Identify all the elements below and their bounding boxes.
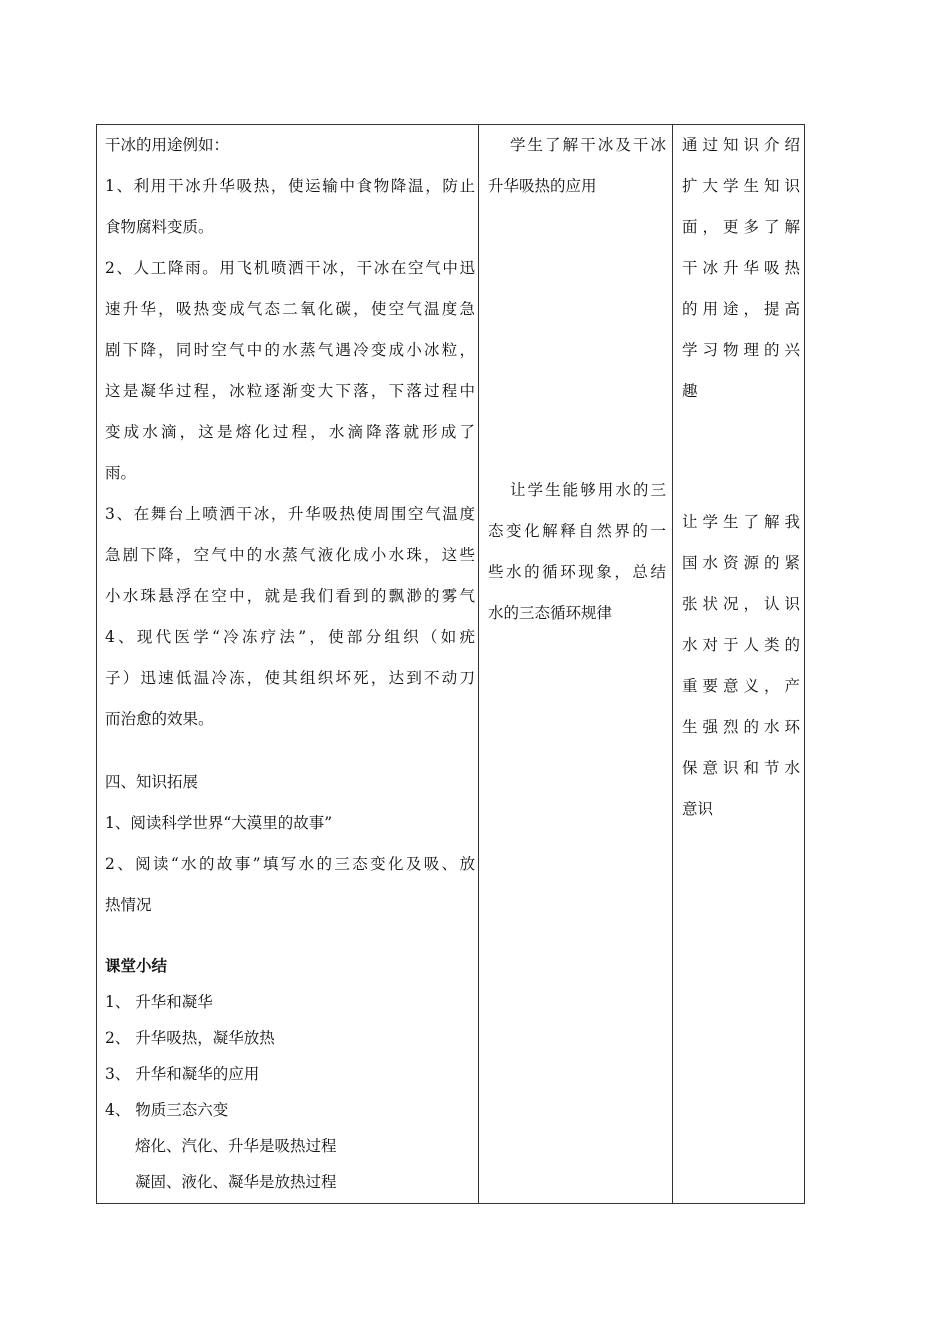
summary-subitem: 凝固、液化、凝华是放热过程 bbox=[135, 1173, 337, 1191]
summary-item: 1、 升华和凝华 bbox=[105, 993, 213, 1011]
text-line: 通过知识介绍 bbox=[682, 136, 800, 154]
section-heading: 四、知识拓展 bbox=[105, 773, 199, 791]
summary-item: 2、 升华吸热，凝华放热 bbox=[105, 1029, 275, 1047]
text-line: 速升华，吸热变成气态二氧化碳，使空气温度急 bbox=[105, 300, 475, 318]
text-line: 意识 bbox=[682, 800, 714, 818]
text-line: 面，更多了解 bbox=[682, 218, 800, 236]
text-line: 学习物理的兴 bbox=[682, 341, 800, 359]
text-line: 食物腐料变质。 bbox=[105, 218, 214, 236]
summary-item: 3、 升华和凝华的应用 bbox=[105, 1065, 260, 1083]
text-line: 水的三态循环规律 bbox=[488, 604, 613, 622]
intent-block-2 bbox=[682, 502, 800, 830]
text-line: 3、在舞台上喷洒干冰，升华吸热使周围空气温度 bbox=[105, 505, 475, 523]
text-line: 小水珠悬浮在空中，就是我们看到的飘渺的雾气 bbox=[105, 587, 475, 605]
text-line: 子）迅速低温冷冻，使其组织坏死，达到不动刀 bbox=[105, 669, 475, 687]
text-line: 干冰升华吸热 bbox=[682, 259, 800, 277]
activity-block-2 bbox=[488, 470, 666, 634]
text-line: 些水的循环现象，总结 bbox=[488, 563, 666, 581]
text-line: 急剧下降，空气中的水蒸气液化成小水珠，这些 bbox=[105, 546, 475, 564]
text-line: 1、利用干冰升华吸热，使运输中食物降温，防止 bbox=[105, 177, 475, 195]
text-line: 态变化解释自然界的一 bbox=[488, 522, 666, 540]
text-line: 重要意义，产 bbox=[682, 677, 800, 695]
text-line: 保意识和节水 bbox=[682, 759, 800, 777]
text-line: 雨。 bbox=[105, 464, 137, 482]
summary-subitem: 熔化、汽化、升华是吸热过程 bbox=[135, 1137, 337, 1155]
text-line: 热情况 bbox=[105, 896, 152, 914]
column-divider bbox=[672, 125, 673, 1203]
text-line: 这是凝华过程，冰粒逐渐变大下落，下落过程中 bbox=[105, 382, 475, 400]
column-divider bbox=[478, 125, 479, 1203]
content-column bbox=[105, 125, 475, 1200]
text-line: 让学生了解我 bbox=[682, 513, 800, 531]
text-line: 1、阅读科学世界“大漠里的故事” bbox=[105, 814, 333, 832]
text-line: 干冰的用途例如： bbox=[105, 136, 230, 154]
text-line: 学生了解干冰及干冰 bbox=[510, 136, 666, 154]
summary-item: 4、 物质三态六变 bbox=[105, 1101, 229, 1119]
text-line: 趣 bbox=[682, 382, 698, 400]
text-line: 让学生能够用水的三 bbox=[510, 481, 666, 499]
text-line: 水对于人类的 bbox=[682, 636, 800, 654]
text-line: 国水资源的紧 bbox=[682, 554, 800, 572]
intent-block-1 bbox=[682, 125, 800, 412]
text-line: 生强烈的水环 bbox=[682, 718, 800, 736]
text-line: 4、现代医学“冷冻疗法”，使部分组织（如疣 bbox=[105, 628, 475, 646]
text-line: 的用途，提高 bbox=[682, 300, 800, 318]
summary-title: 课堂小结 bbox=[105, 957, 168, 975]
text-line: 2、人工降雨。用飞机喷洒干冰，干冰在空气中迅 bbox=[105, 259, 475, 277]
text-line: 剧下降，同时空气中的水蒸气遇冷变成小冰粒， bbox=[105, 341, 475, 359]
text-line: 张状况，认识 bbox=[682, 595, 800, 613]
lesson-table bbox=[96, 124, 805, 1204]
text-line: 而治愈的效果。 bbox=[105, 710, 214, 728]
text-line: 扩大学生知识 bbox=[682, 177, 800, 195]
text-line: 升华吸热的应用 bbox=[488, 177, 597, 195]
text-line: 2、阅读“水的故事”填写水的三态变化及吸、放 bbox=[105, 855, 475, 873]
text-line: 变成水滴，这是熔化过程，水滴降落就形成了 bbox=[105, 423, 475, 441]
activity-block-1 bbox=[488, 125, 666, 207]
